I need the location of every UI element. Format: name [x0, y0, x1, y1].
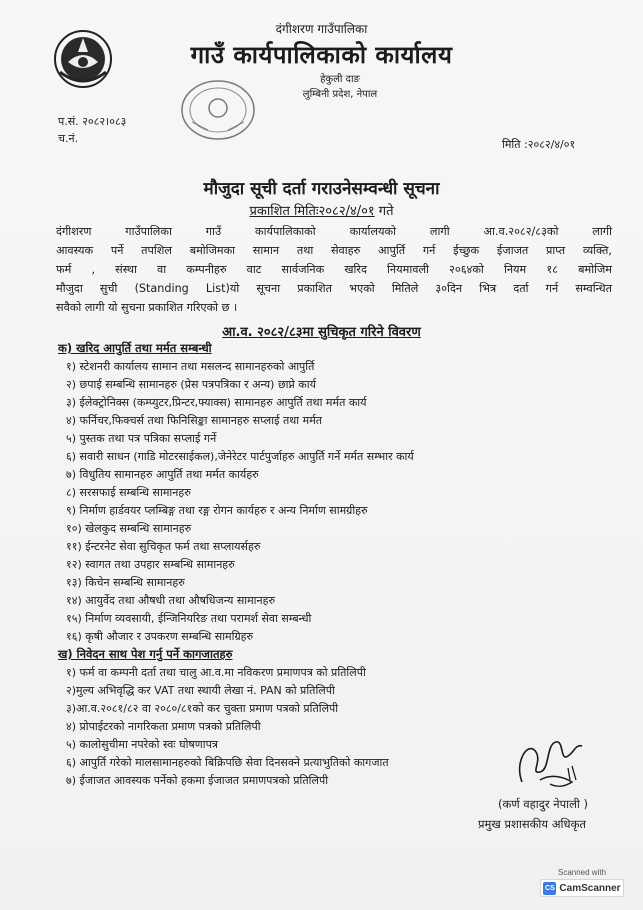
list-item: ३) ईलेक्ट्रोनिक्स (कम्प्युटर,प्रिन्टर,फ्याक्स) सामानहरु आपुर्ति तथा मर्मत कार्य [66, 396, 367, 409]
signer-title: प्रमुख प्रशासकीय अधिकृत [478, 817, 586, 831]
notice-paragraph [56, 222, 612, 317]
list-item: १३) किचेन सम्बन्धि सामानहरु [66, 576, 185, 589]
paragraph-line: सवैको लागी यो सुचना प्रकाशित गरिएको छ । [56, 301, 238, 314]
paragraph-line: मौजुदा सुची (Standing List)यो सूचना प्रकाशित भएको मितिले ३०दिन भित्र दर्ता गर्न सम्वन्धित [56, 282, 612, 295]
scanned-with-label: Scanned with [557, 868, 607, 877]
published-label: प्रकाशित मितिः२०८२/४/०१ [249, 204, 375, 219]
list-item: ९) निर्माण हार्डवयर प्लम्बिङ्ग तथा रङ्ग रोगन कार्यहरु र अन्य निर्माण सामग्रीहरु [66, 504, 368, 517]
list-item: ५) कालोसुचीमा नपरेको स्वः घोषणापत्र [66, 738, 218, 751]
list-item: ६) सवारी साधन (गाडि मोटरसाईकल),जेनेरेटर पार्टपुर्जाहरु आपुर्ति गर्ने मर्मत सम्भार कार्य [66, 450, 414, 463]
list-item: १५) निर्माण व्यवसायी, ईन्जिनियरिङ तथा परामर्श सेवा सम्बन्धी [66, 612, 312, 625]
list-item: १) फर्म वा कम्पनी दर्ता तथा चालु आ.व.मा नविकरण प्रमाणपत्र को प्रतिलिपी [66, 666, 366, 679]
list-item: १२) स्वागत तथा उपहार सम्बन्धि सामानहरु [66, 558, 235, 571]
section-b-heading: ख) निवेदन साथ पेश गर्नु पर्ने कागजातहरु [58, 647, 233, 661]
list-item: ११) ईन्टरनेट सेवा सुचिकृत फर्म तथा सप्लायर्सहरु [66, 540, 261, 553]
paragraph-line: आवस्यक पर्ने तपशिल बमोजिमका सामान तथा सेवाहरु आपुर्ति गर्न ईच्छुक ईजाजत प्राप्त व्यक्ति, [56, 244, 612, 257]
camscanner-name: CamScanner [559, 882, 621, 894]
notice-title: मौजुदा सूची दर्ता गराउनेसम्वन्धी सूचना [203, 179, 440, 199]
list-item: ४) प्रोपाईटरको नागरिकता प्रमाण पत्रको प्रतिलिपी [66, 720, 261, 733]
list-item: ७) ईजाजत आवस्यक पर्नेको हकमा ईजाजत प्रमाणपत्रको प्रतिलिपी [66, 774, 329, 787]
paragraph-line: फर्म , संस्था वा कम्पनीहरु वाट सार्वजनिक खरिद नियमावली २०६४को नियम १८ बमोजिम [56, 263, 612, 276]
section-a-heading: क) खरिद आपुर्ति तथा मर्मत सम्बन्धी [58, 341, 212, 355]
published-date [0, 201, 643, 219]
office-stamp-icon [178, 78, 258, 142]
list-item: ४) फर्निचर,फिक्चर्स तथा फिनिसिङ्का सामानहरु सप्लाई तथा मर्मत [66, 414, 323, 427]
camscanner-badge [540, 868, 624, 900]
list-item: ८) सरसफाई सम्बन्धि सामानहरु [66, 486, 191, 499]
list-item: २) छपाई सम्बन्धि सामानहरु (प्रेस पत्रपत्रिका र अन्य) छाप्ने कार्य [66, 378, 316, 391]
list-subheading: आ.व. २०८२/८३मा सुचिकृत गरिने विवरण [222, 325, 421, 340]
published-suffix: गते [374, 204, 394, 219]
dispatch-number: च.नं. [58, 132, 79, 145]
list-item: ५) पुस्तक तथा पत्र पत्रिका सप्लाई गर्ने [66, 432, 217, 445]
office-address [270, 72, 410, 102]
list-item: २)मुल्य अभिवृद्धि कर VAT तथा स्थायी लेखा नं. PAN को प्रतिलिपी [66, 684, 335, 697]
signer-name: (कर्ण वहादुर नेपाली ) [498, 797, 589, 811]
camscanner-logo-row [540, 879, 624, 897]
list-item: १४) आयुर्वेद तथा औषधी तथा औषधिजन्य सामानहरु [66, 594, 276, 607]
list-item: ६) आपुर्ति गरेको मालसामानहरुको बिक्रिपछि सेवा दिनसक्ने प्रत्याभुतिको कागजात [66, 756, 389, 769]
list-item: १०) खेलकुद सम्बन्धि सामानहरु [66, 522, 192, 535]
paragraph-line: दंगीशरण गाउँपालिका गाउँ कार्यपालिकाको कार्यालयको लागी आ.व.२०८२/८३को लागी [56, 225, 612, 238]
address-line-2: लुम्बिनी प्रदेश, नेपाल [302, 89, 378, 100]
list-item: १) स्टेशनरी कार्यालय सामान तथा मसलन्द सामानहरुको आपुर्ति [66, 360, 315, 373]
letter-date: मिति :२०८२/४/०१ [502, 138, 576, 151]
list-item: ३)आ.व.२०८१/८२ वा २०८०/८१को कर चुक्ता प्रमाण पत्रको प्रतिलिपी [66, 702, 339, 715]
list-item: ७) विधुतिय सामानहरु आपुर्ति तथा मर्मत कार्यहरु [66, 468, 259, 481]
municipality-name: दंगीशरण गाउँपालिका [275, 22, 368, 36]
reference-number: प.सं. २०८२।०८३ [58, 115, 127, 128]
list-item: १६) कृषी औजार र उपकरण सम्बन्धि सामग्रिहरु [66, 630, 254, 643]
address-line-1: हेकुली दाङ [320, 74, 360, 85]
signature-mark [510, 722, 590, 794]
camscanner-logo-icon: CS [543, 882, 556, 895]
office-title: गाउँ कार्यपालिकाको कार्यालय [190, 41, 453, 69]
